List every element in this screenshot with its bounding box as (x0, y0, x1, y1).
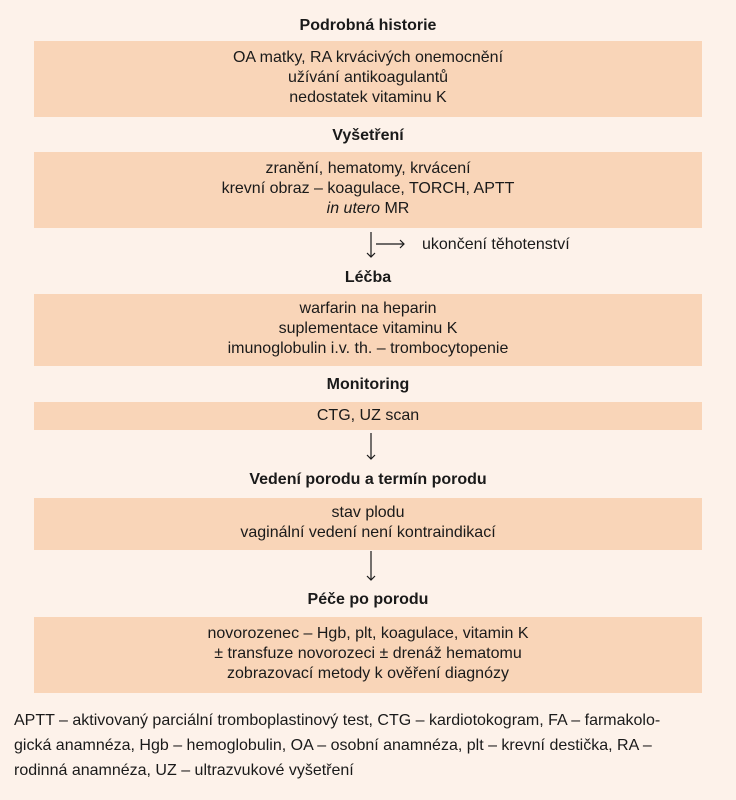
text-segment: zranění, hematomy, krvácení (265, 160, 471, 177)
text-segment: OA matky, RA krvácivých onemocnění (232, 49, 504, 66)
box-delivery-line (34, 523, 702, 543)
box-monitoring (34, 402, 702, 430)
text-segment: stav plodu (331, 504, 405, 521)
text-segment: MR (380, 200, 410, 217)
legend-line: APTT – aktivovaný parciální tromboplastinový test, CTG – kardiotokogram, FA – farmakolo- (14, 712, 661, 729)
text-segment: krevní obraz – koagulace, TORCH, APTT (221, 180, 515, 197)
text-segment: warfarin na heparin (299, 300, 437, 317)
text-segment: CTG, UZ scan (316, 407, 420, 424)
box-treatment (34, 294, 702, 366)
box-monitoring-line (34, 406, 702, 426)
text-segment: užívání antikoagulantů (287, 69, 449, 86)
box-postpartum-line (34, 664, 702, 684)
heading-history: Podrobná historie (299, 17, 437, 34)
heading-examination: Vyšetření (332, 127, 404, 144)
text-segment: zobrazovací metody k ověření diagnózy (227, 665, 509, 682)
box-delivery-line (34, 503, 702, 523)
text-segment: vaginální vedení není kontraindikací (240, 524, 496, 541)
heading-monitoring: Monitoring (326, 376, 410, 393)
legend-line: rodinná anamnéza, UZ – ultrazvukové vyšetření (14, 762, 354, 779)
box-postpartum-line (34, 624, 702, 644)
text-segment: ± transfuze novorozeci ± drenáž hematomu (214, 645, 522, 662)
box-treatment-line (34, 339, 702, 359)
box-postpartum (34, 617, 702, 693)
heading-treatment: Léčba (344, 269, 392, 286)
legend-line: gická anamnéza, Hgb – hemoglobulin, OA – osobní anamnéza, plt – krevní destička, RA – (14, 737, 652, 754)
text-segment: suplementace vitaminu K (278, 320, 458, 337)
side-branch-label: ukončení těhotenství (422, 236, 570, 253)
text-segment: novorozenec – Hgb, plt, koagulace, vitamin K (207, 625, 529, 642)
box-treatment-line (34, 319, 702, 339)
text-segment: nedostatek vitaminu K (289, 89, 447, 106)
abbreviations-legend (14, 708, 726, 783)
box-postpartum-line (34, 644, 702, 664)
italic-text-segment: in utero (326, 200, 381, 217)
box-treatment-line (34, 299, 702, 319)
box-delivery (34, 498, 702, 550)
heading-postpartum: Péče po porodu (307, 591, 429, 608)
text-segment: imunoglobulin i.v. th. – trombocytopenie (227, 340, 509, 357)
heading-delivery: Vedení porodu a termín porodu (249, 471, 487, 488)
arrow-branch (371, 232, 404, 257)
